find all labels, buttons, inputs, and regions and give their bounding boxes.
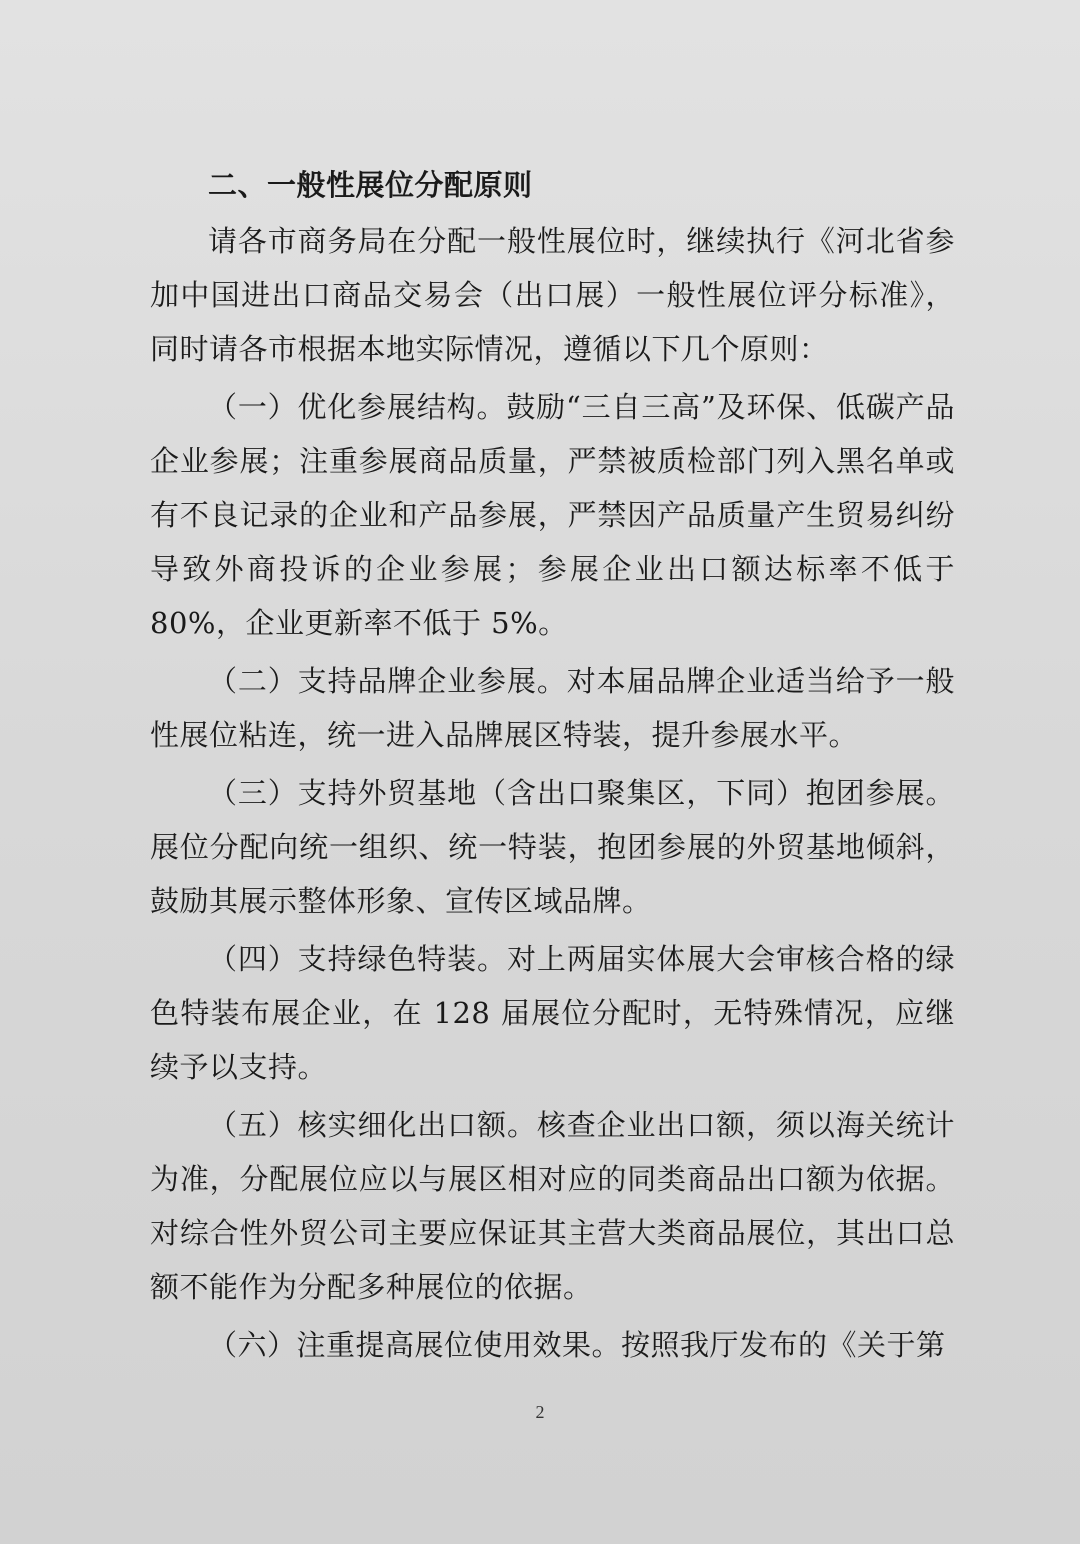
item-paragraph-4: （四）支持绿色特装。对上两届实体展大会审核合格的绿色特装布展企业，在 128 届展位分配时，无特殊情况，应继续予以支持。: [150, 942, 955, 1084]
item-paragraph-5: （五）核实细化出口额。核查企业出口额，须以海关统计为准，分配展位应以与展区相对应的同类商品出口额为依据。对综合性外贸公司主要应保证其主营大类商品展位，其出口总额不能作为分配多种展位的依据。: [150, 1108, 955, 1304]
section-heading: 二、一般性展位分配原则: [208, 168, 533, 202]
item-paragraph-1: （一）优化参展结构。鼓励“三自三高”及环保、低碳产品企业参展；注重参展商品质量，严禁被质检部门列入黑名单或有不良记录的企业和产品参展，严禁因产品质量产生贸易纠纷导致外商投诉的企业参展；参展企业出口额达标率不低于 80%，企业更新率不低于 5%。: [150, 390, 955, 640]
item-paragraph-3: （三）支持外贸基地（含出口聚集区，下同）抱团参展。展位分配向统一组织、统一特装，抱团参展的外贸基地倾斜，鼓励其展示整体形象、宣传区域品牌。: [150, 776, 955, 918]
item-paragraph-6: （六）注重提高展位使用效果。按照我厅发布的《关于第: [208, 1328, 946, 1362]
item-paragraph-2: （二）支持品牌企业参展。对本届品牌企业适当给予一般性展位粘连，统一进入品牌展区特装，提升参展水平。: [150, 664, 955, 752]
page-number: 2: [535, 1402, 545, 1422]
document-body: [150, 158, 955, 1372]
intro-paragraph: 请各市商务局在分配一般性展位时，继续执行《河北省参加中国进出口商品交易会（出口展）一般性展位评分标准》，同时请各市根据本地实际情况，遵循以下几个原则：: [150, 224, 955, 366]
